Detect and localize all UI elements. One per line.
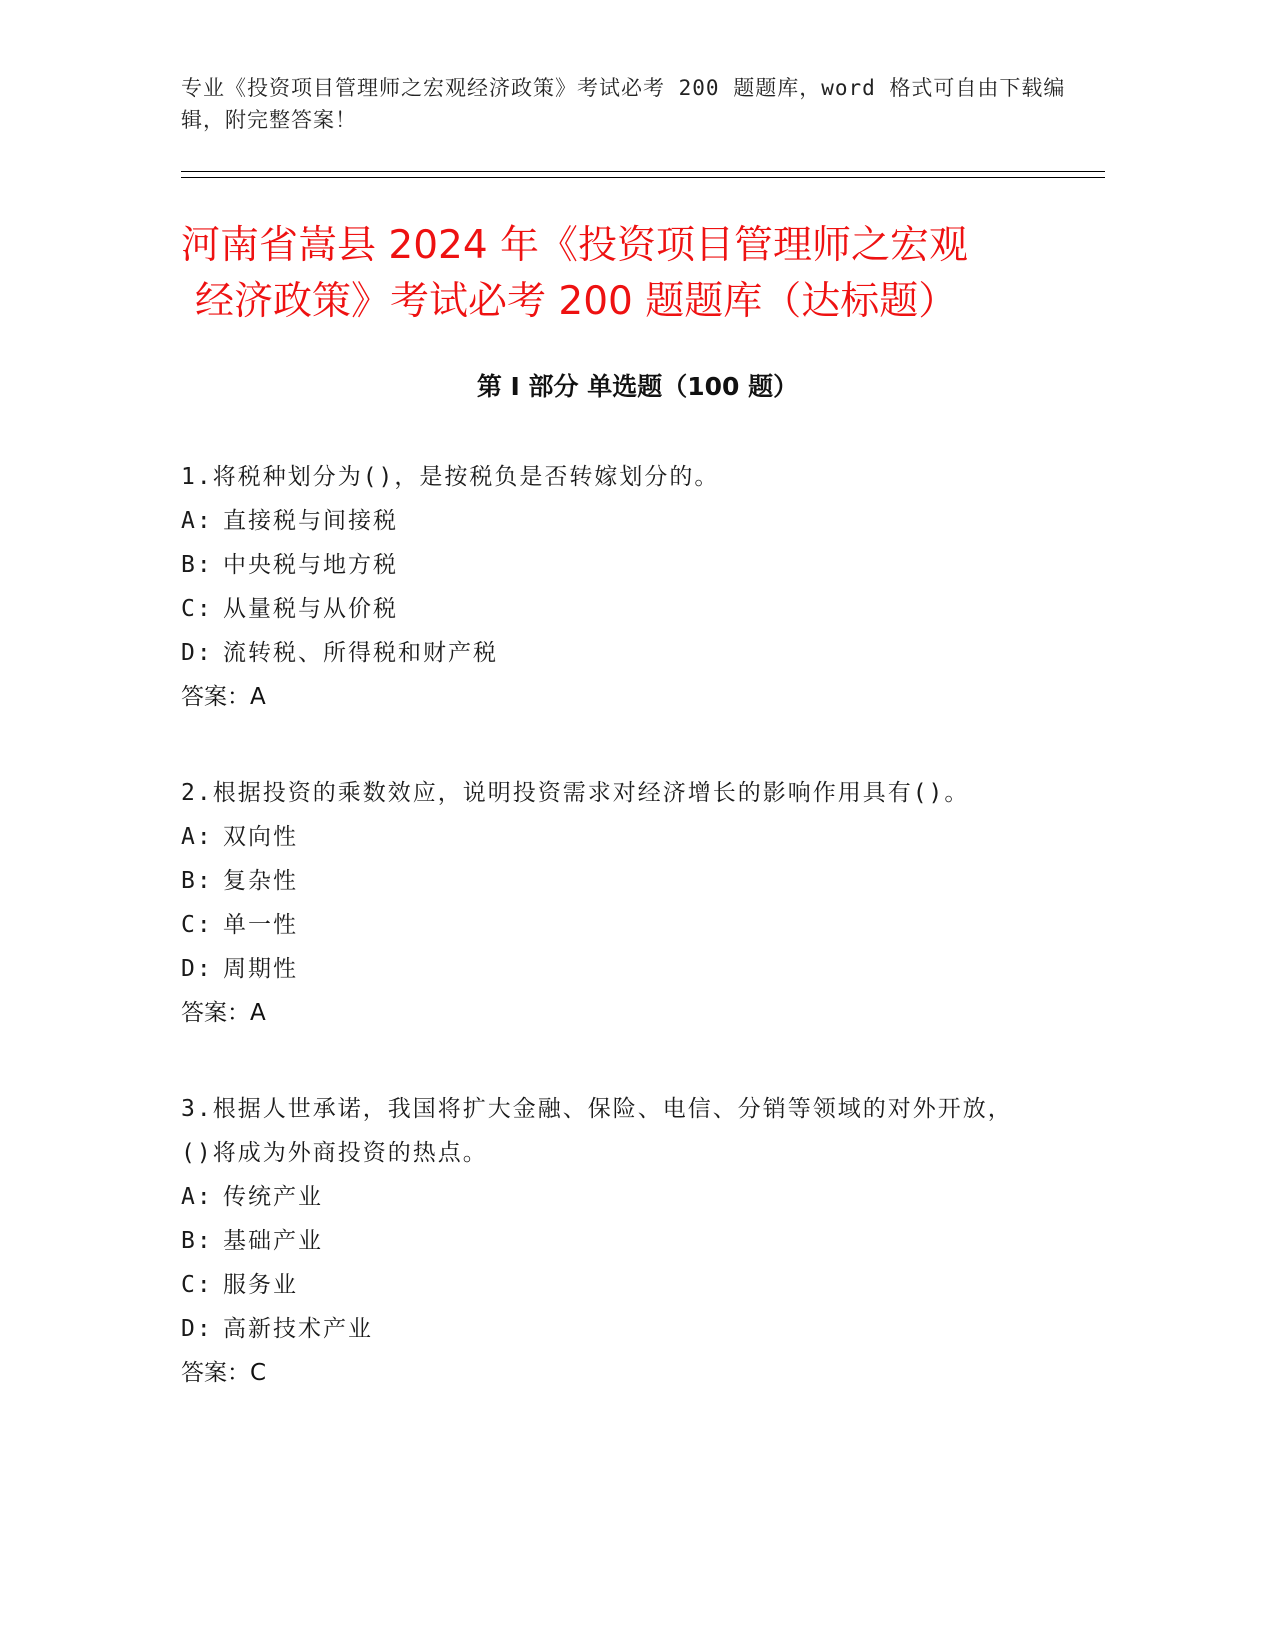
option-key: A: [181,1184,213,1210]
option-key: D: [181,1316,213,1342]
header-rule-bottom [181,177,1105,178]
option-key: B: [181,868,213,894]
option-a [181,499,1021,543]
question-1 [181,455,1021,719]
option-text: 单一性 [223,912,298,938]
option-key: A: [181,508,213,534]
answer: 答案：C [181,1360,267,1386]
question-text: 2.根据投资的乘数效应，说明投资需求对经济增长的影响作用具有()。 [181,780,970,806]
option-text: 流转税、所得税和财产税 [223,640,498,666]
question-3 [181,1087,1021,1395]
question-text: 3.根据人世承诺，我国将扩大金融、保险、电信、分销等领域的对外开放，()将成为外商投资的热点。 [181,1096,1013,1166]
question-2 [181,771,1021,1035]
option-text: 直接税与间接税 [223,508,398,534]
document-title-line-1: 河南省嵩县 2024 年《投资项目管理师之宏观 [181,223,969,268]
option-d [181,631,1021,675]
option-key: C: [181,596,213,622]
question-text: 1.将税种划分为()，是按税负是否转嫁划分的。 [181,464,720,490]
section-title: 第 I 部分 单选题（100 题） [476,372,799,401]
answer: 答案：A [181,684,266,710]
option-key: C: [181,912,213,938]
option-d [181,1307,1021,1351]
document-title [181,218,1101,330]
option-text: 基础产业 [223,1228,323,1254]
option-key: B: [181,552,213,578]
option-key: D: [181,956,213,982]
option-text: 周期性 [223,956,298,982]
option-text: 双向性 [223,824,298,850]
option-b [181,1219,1021,1263]
option-text: 从量税与从价税 [223,596,398,622]
option-c [181,587,1021,631]
option-b [181,543,1021,587]
option-a [181,815,1021,859]
option-key: D: [181,640,213,666]
document-title-line-2: 经济政策》考试必考 200 题题库（达标题） [195,279,958,324]
option-key: A: [181,824,213,850]
option-key: C: [181,1272,213,1298]
option-text: 中央税与地方税 [223,552,398,578]
answer: 答案：A [181,1000,266,1026]
option-key: B: [181,1228,213,1254]
option-d [181,947,1021,991]
question-list [181,455,1021,1447]
option-c [181,1263,1021,1307]
header-note: 专业《投资项目管理师之宏观经济政策》考试必考 200 题题库，word 格式可自由下载编辑，附完整答案！ [181,76,1066,132]
option-text: 高新技术产业 [223,1316,373,1342]
option-b [181,859,1021,903]
option-text: 服务业 [223,1272,298,1298]
option-text: 传统产业 [223,1184,323,1210]
header-rule-top [181,171,1105,172]
option-a [181,1175,1021,1219]
option-c [181,903,1021,947]
option-text: 复杂性 [223,868,298,894]
